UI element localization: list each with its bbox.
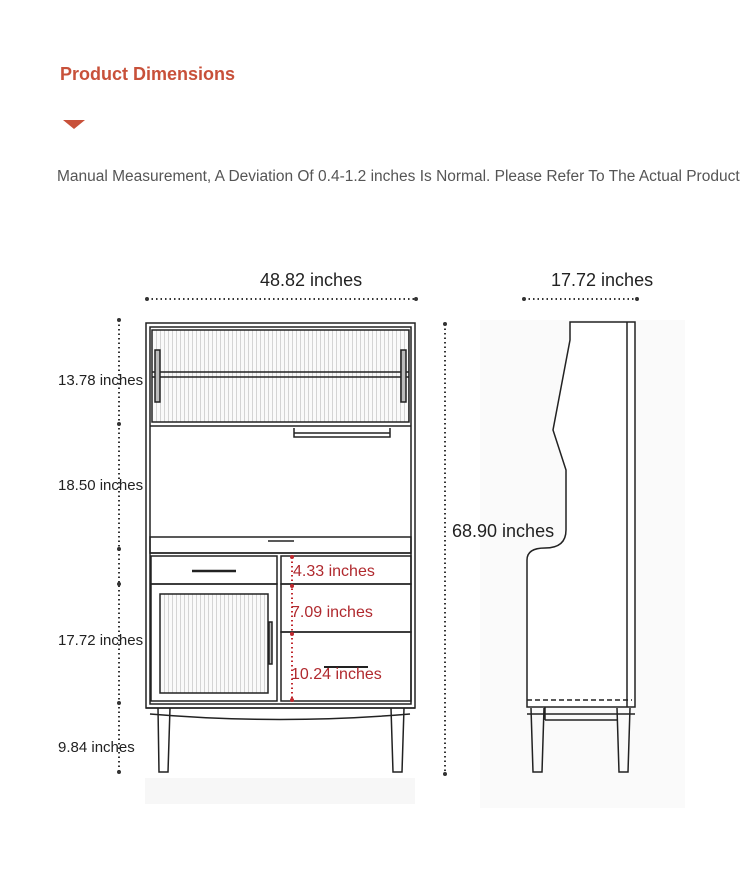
total-height-label: 68.90 inches (452, 521, 555, 541)
front-width-label: 48.82 inches (260, 270, 363, 290)
height-label-top: 13.78 inches (58, 372, 144, 389)
front-shadow (145, 778, 415, 804)
height-label-open: 18.50 inches (58, 477, 144, 494)
front-view-cabinet (146, 323, 415, 772)
drawer-label-1: 4.33 inches (293, 563, 375, 580)
measurement-note: Manual Measurement, A Deviation Of 0.4-1.2 inches Is Normal. Please Refer To The Actual Product (57, 168, 740, 185)
section-title: Product Dimensions (60, 64, 236, 84)
drawer-label-2: 7.09 inches (291, 604, 373, 621)
height-label-lower: 17.72 inches (58, 632, 144, 649)
height-label-legs: 9.84 inches (58, 739, 135, 756)
drawer-label-3: 10.24 inches (291, 666, 382, 683)
side-depth-label: 17.72 inches (551, 270, 654, 290)
